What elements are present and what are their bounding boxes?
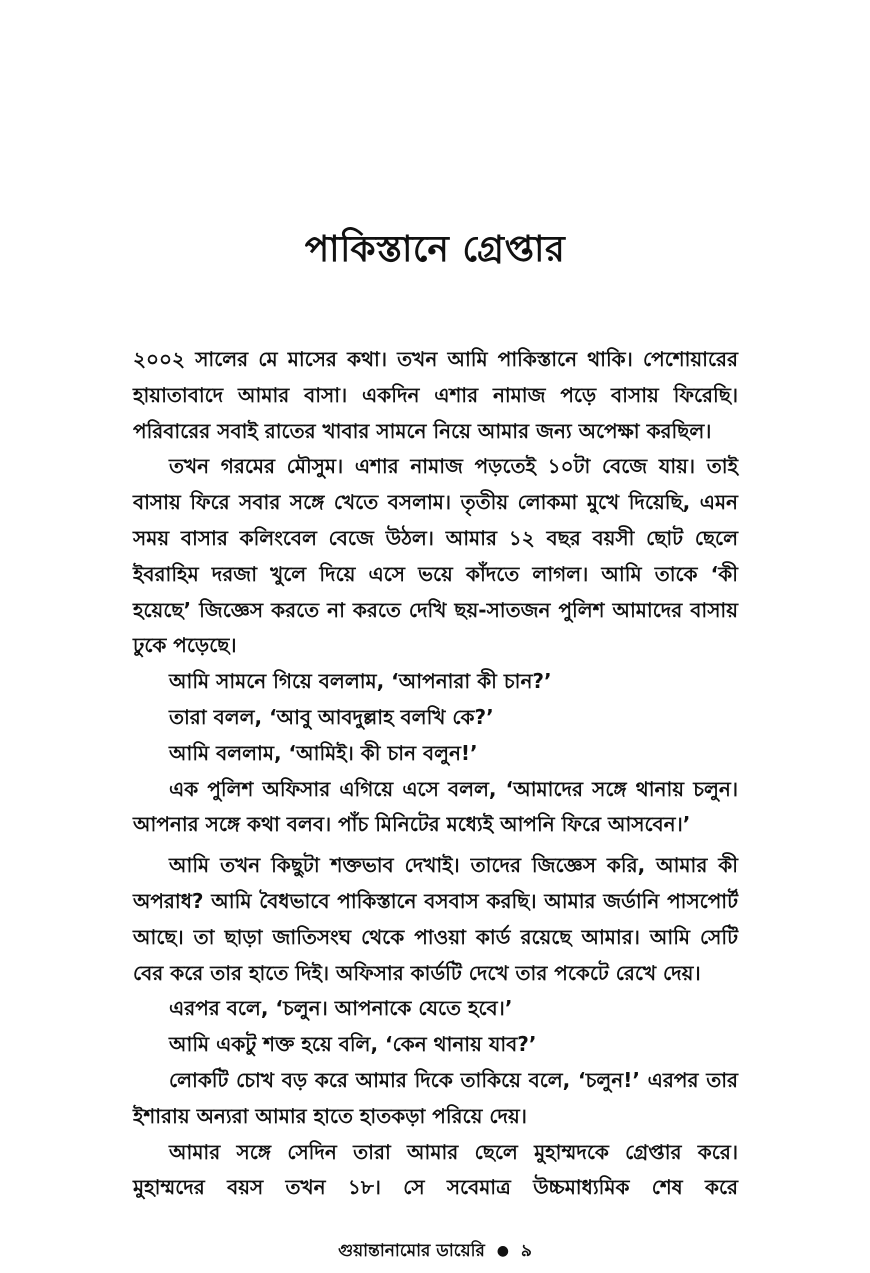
paragraph: আমার সঙ্গে সেদিন তারা আমার ছেলে মুহাম্মদকে গ্রেপ্তার করে। মুহাম্মদের বয়স তখন ১৮। সে সবেমাত্র উচ্চমাধ্যমিক শেষ করে [133,1139,738,1200]
paragraph: তারা বলল, ‘আবু আবদুল্লাহ বলখি কে?’ [169,704,494,729]
paragraph: আমি তখন কিছুটা শক্তভাব দেখাই। তাদের জিজ্ঞেস করি, আমার কী অপরাধ? আমি বৈধভাবে পাকিস্তানে বসবাস করছি। আমার জর্ডানি পাসপোর্ট আছে। তা ছাড়া জাতিসংঘ থেকে পাওয়া কার্ড রয়েছে আমার। আমি সেটি বের করে তার হাতে দিই। অফিসার কার্ডটি দেখে তার পকেটে রেখে দেয়। [133,853,738,985]
footer-book-title: গুয়ান্তানামোর ডায়েরি [338,1241,485,1261]
paragraph: ২০০২ সালের মে মাসের কথা। তখন আমি পাকিস্তানে থাকি। পেশোয়ারের হায়াতাবাদে আমার বাসা। একদিন এশার নামাজ পড়ে বাসায় ফিরেছি। পরিবারের সবাই রাতের খাবার সামনে নিয়ে আমার জন্য অপেক্ষা করছিল। [133,347,738,443]
paragraph: আমি সামনে গিয়ে বললাম, ‘আপনারা কী চান?’ [169,669,552,694]
paragraph: এরপর বলে, ‘চলুন। আপনাকে যেতে হবে।’ [169,996,513,1021]
page-number: ৯ [520,1241,532,1261]
paragraph: তখন গরমের মৌসুম। এশার নামাজ পড়তেই ১০টা বেজে যায়। তাই বাসায় ফিরে সবার সঙ্গে খেতে বসলাম। তৃতীয় লোকমা মুখে দিয়েছি, এমন সময় বাসার কলিংবেল বেজে উঠল। আমার ১২ বছর বয়সী ছোট ছেলে ইবরাহিম দরজা খুলে দিয়ে এসে ভয়ে কাঁদতে লাগল। আমি তাকে ‘কী হয়েছে’ জিজ্ঞেস করতে না করতে দেখি ছয়-সাতজন পুলিশ আমাদের বাসায় ঢুকে পড়েছে। [133,454,738,658]
page-footer [0,1238,870,1266]
paragraph: এক পুলিশ অফিসার এগিয়ে এসে বলল, ‘আমাদের সঙ্গে থানায় চলুন। আপনার সঙ্গে কথা বলব। পাঁচ মিনিটের মধ্যেই আপনি ফিরে আসবেন।’ [133,776,738,837]
paragraph: লোকটি চোখ বড় করে আমার দিকে তাকিয়ে বলে, ‘চলুন!’ এরপর তার ইশারায় অন্যরা আমার হাতে হাতকড়া পরিয়ে দেয়। [133,1067,738,1128]
body-text [133,342,738,1206]
chapter-title: পাকিস্তানে গ্রেপ্তার [304,229,566,270]
paragraph: আমি বললাম, ‘আমিই। কী চান বলুন!’ [169,740,478,765]
paragraph: আমি একটু শক্ত হয়ে বলি, ‘কেন থানায় যাব?’ [169,1032,537,1057]
bullet-separator-icon: ● [496,1243,509,1259]
